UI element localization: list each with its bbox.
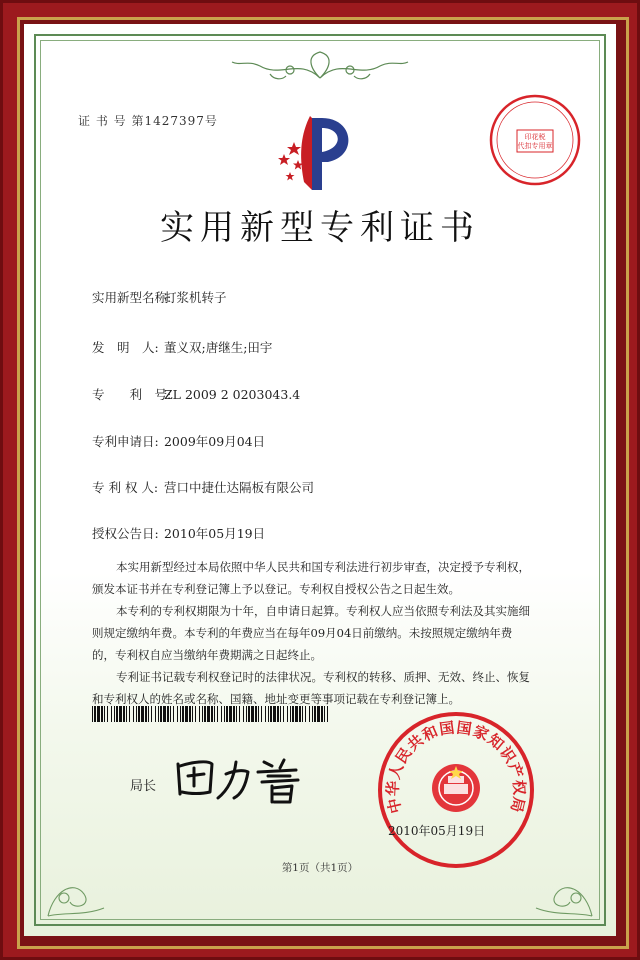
certificate-body-text	[92, 556, 532, 710]
barcode-bar	[312, 706, 313, 722]
field-value: 2009年09月04日	[163, 434, 266, 449]
barcode-bar	[133, 706, 134, 722]
barcode-bar	[233, 706, 235, 722]
barcode-bar	[185, 706, 188, 722]
barcode-bar	[302, 706, 303, 722]
barcode-bar	[155, 706, 156, 722]
barcode-bar	[160, 706, 162, 722]
barcode-bar	[177, 706, 178, 722]
barcode-bar	[173, 706, 174, 722]
barcode-bar	[229, 706, 232, 722]
page-footer: 第1页（共1页）	[281, 862, 359, 874]
barcode-bar	[151, 706, 152, 722]
barcode-bar	[251, 706, 254, 722]
barcode-bar	[317, 706, 320, 722]
director-signature	[172, 750, 322, 810]
barcode-bar	[280, 706, 281, 722]
barcode-bar	[321, 706, 323, 722]
barcode-bar	[123, 706, 125, 722]
field-label: 专利申请日:	[92, 434, 159, 449]
barcode-bar	[295, 706, 298, 722]
barcode-bar	[270, 706, 272, 722]
field-label: 发 明 人:	[92, 340, 159, 355]
barcode-bar	[97, 706, 100, 722]
barcode-bar	[277, 706, 279, 722]
field-value: ZL 2009 2 0203043.4	[163, 387, 301, 402]
barcode-bar	[324, 706, 325, 722]
agency-stamp	[487, 92, 583, 188]
barcode-bar	[292, 706, 294, 722]
issue-date: 2010年05月19日	[388, 824, 486, 838]
field-label: 授权公告日:	[92, 526, 159, 541]
barcode-bar	[107, 706, 108, 722]
barcode-bar	[180, 706, 181, 722]
barcode-bar	[114, 706, 115, 722]
svg-text:代扣专用章: 代扣专用章	[517, 142, 553, 150]
barcode-bar	[145, 706, 147, 722]
top-ornament	[230, 48, 410, 88]
field-label: 专 利 号:	[92, 387, 172, 402]
barcode-bar	[290, 706, 291, 722]
barcode-bar	[148, 706, 149, 722]
barcode-bar	[236, 706, 237, 722]
barcode-bar	[214, 706, 215, 722]
field-application-date	[92, 432, 265, 450]
barcode-bar	[204, 706, 206, 722]
barcode-bar	[189, 706, 191, 722]
chief-label: 局长	[130, 779, 157, 794]
field-value: 董义双;唐继生;田宇	[163, 340, 273, 355]
field-label: 专 利 权 人:	[92, 480, 159, 495]
barcode-bar	[101, 706, 103, 722]
svg-text:印花税: 印花税	[524, 133, 546, 141]
barcode-bar	[104, 706, 105, 722]
barcode-bar	[261, 706, 262, 722]
barcode-bar	[158, 706, 159, 722]
barcode-bar	[163, 706, 166, 722]
field-utility-model-name	[92, 288, 227, 306]
barcode-bar	[211, 706, 213, 722]
body-paragraph: 本实用新型经过本局依照中华人民共和国专利法进行初步审查，决定授予专利权，颁发本证书并在专利登记簿上予以登记。专利权自授权公告之日起生效。	[92, 560, 530, 596]
field-inventors	[92, 338, 272, 356]
barcode-bar	[273, 706, 276, 722]
barcode-bar	[283, 706, 284, 722]
barcode-bar	[258, 706, 259, 722]
barcode-bar	[265, 706, 266, 722]
barcode-bar	[182, 706, 184, 722]
barcode-bar	[224, 706, 225, 722]
barcode-bar	[92, 706, 93, 722]
barcode-bar	[129, 706, 130, 722]
field-value: 打浆机转子	[163, 290, 227, 305]
sipo-logo	[272, 112, 362, 192]
barcode-bar	[217, 706, 218, 722]
seal-text: 中华人民共和国国家知识产权局	[383, 718, 529, 816]
barcode-bar	[170, 706, 171, 722]
field-value: 营口中捷仕达隔板有限公司	[163, 480, 314, 495]
barcode-bar	[255, 706, 257, 722]
barcode-bar	[94, 706, 96, 722]
barcode-bar	[199, 706, 200, 722]
barcode-bar	[239, 706, 240, 722]
field-patent-number	[92, 385, 300, 403]
barcode-bar	[221, 706, 222, 722]
barcode-bar	[243, 706, 244, 722]
barcode-bar	[299, 706, 301, 722]
barcode-bar	[226, 706, 228, 722]
barcode-bar	[116, 706, 118, 722]
barcode-bar	[268, 706, 269, 722]
field-label: 实用新型名称:	[92, 290, 172, 305]
body-paragraph: 本专利的专利权期限为十年，自申请日起算。专利权人应当依照专利法及其实施细则规定缴纳年费。本专利的年费应当在每年09月04日前缴纳。未按照规定缴纳年费的，专利权自应当缴纳年费期满之日起终止。	[92, 604, 530, 662]
official-seal	[376, 710, 536, 870]
barcode-bar	[207, 706, 210, 722]
certificate-number: 证 书 号 第1427397号	[78, 114, 218, 128]
barcode-bar	[141, 706, 144, 722]
barcode-bar	[119, 706, 122, 722]
barcode-bar	[287, 706, 288, 722]
barcode-bar	[305, 706, 306, 722]
barcode-bar	[202, 706, 203, 722]
certificate-title: 实用新型专利证书	[160, 208, 480, 248]
field-value: 2010年05月19日	[163, 526, 266, 541]
barcode-bar	[327, 706, 328, 722]
barcode-bar	[111, 706, 112, 722]
barcode-bar	[248, 706, 250, 722]
barcode-bar	[314, 706, 316, 722]
barcode-bar	[167, 706, 169, 722]
body-paragraph: 专利证书记载专利权登记时的法律状况。专利权的转移、质押、无效、终止、恢复和专利权人的姓名或名称、国籍、地址变更等事项记载在专利登记簿上。	[92, 670, 530, 706]
barcode-bar	[195, 706, 196, 722]
barcode-bar	[246, 706, 247, 722]
barcode	[92, 706, 332, 722]
barcode-bar	[138, 706, 140, 722]
barcode-bar	[136, 706, 137, 722]
barcode-bar	[309, 706, 310, 722]
field-patentee	[92, 478, 314, 496]
field-grant-date	[92, 524, 265, 542]
barcode-bar	[126, 706, 127, 722]
barcode-bar	[192, 706, 193, 722]
